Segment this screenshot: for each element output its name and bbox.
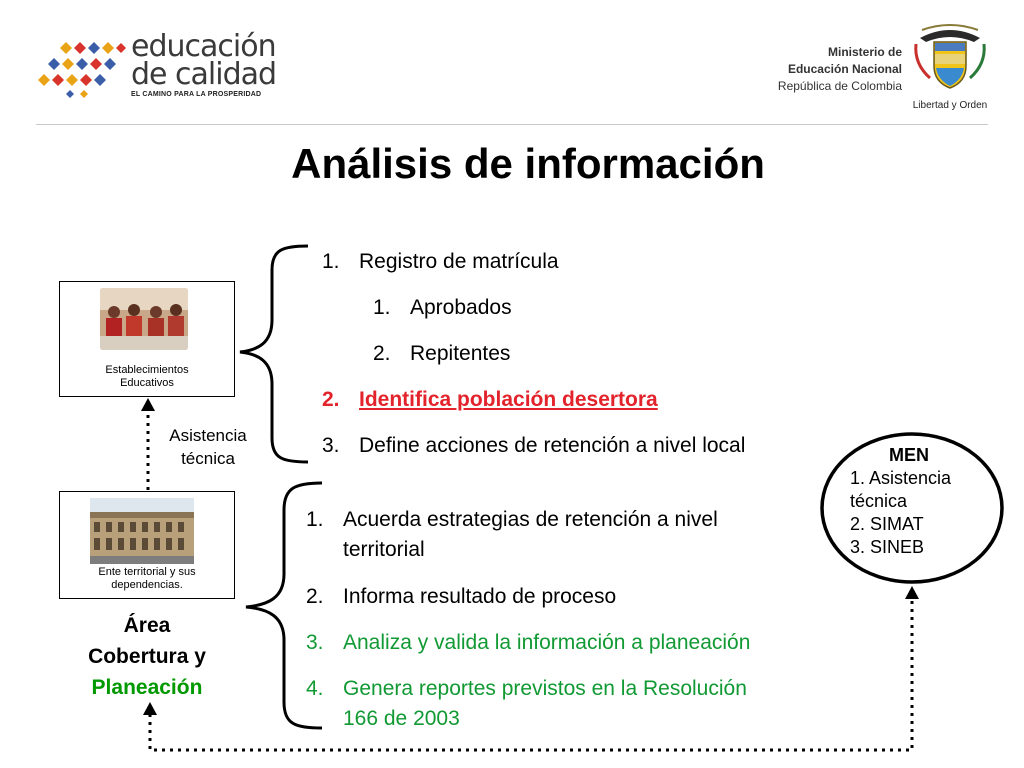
list-item-number: 1. <box>373 296 391 319</box>
list-item-text: Acuerda estrategias de retención a nivel <box>343 508 718 531</box>
list-item-number: 2. <box>373 342 391 365</box>
list-item-number: 4. <box>306 677 324 700</box>
list-item-text-cont: territorial <box>343 538 425 561</box>
logo-wordmark-line2: de calidad <box>131 57 277 92</box>
territorial-caption-line1: Ente territorial y sus <box>98 566 196 578</box>
list-item-text: Aprobados <box>410 296 512 319</box>
page-title: Análisis de información <box>291 140 765 187</box>
asistencia-line2: técnica <box>181 449 235 468</box>
men-heading: MEN <box>889 445 929 465</box>
ministry-line1: Ministerio de <box>827 45 902 59</box>
list-item-text: Repitentes <box>410 342 511 365</box>
area-cobertura-label <box>52 610 242 703</box>
arrowhead-up-icon <box>905 586 919 599</box>
ministry-line3: República de Colombia <box>777 79 902 93</box>
men-item-cont: técnica <box>850 491 908 511</box>
ministry-line2: Educación Nacional <box>787 62 902 76</box>
classroom-photo <box>100 288 188 350</box>
list-item-text: Define acciones de retención a nivel local <box>359 434 746 457</box>
asistencia-line1: Asistencia <box>169 426 247 445</box>
list-item-number: 2. <box>322 388 340 411</box>
school-caption-line1: Establecimientos <box>105 364 189 376</box>
list-item-text: Genera reportes previstos en la Resolución <box>343 677 747 700</box>
arrowhead-up-icon <box>141 398 155 411</box>
territorial-caption <box>60 566 234 592</box>
list-item-number: 1. <box>322 250 340 273</box>
men-box <box>850 444 990 559</box>
list-item-text: Analiza y valida la información a planeación <box>343 631 751 654</box>
school-caption-line2: Educativos <box>120 377 174 389</box>
logo-wordmark-line1: educación <box>131 29 276 64</box>
list-item-number: 3. <box>322 434 340 457</box>
list-item-text-cont: 166 de 2003 <box>343 707 460 730</box>
asistencia-tecnica-label <box>160 424 256 470</box>
men-item: 1. Asistencia <box>850 468 952 488</box>
area-line3: Planeación <box>91 676 203 699</box>
list-item-text: Identifica población desertora <box>359 388 658 411</box>
list-item-number: 3. <box>306 631 324 654</box>
list-item-text: Registro de matrícula <box>359 250 559 273</box>
territorial-caption-line2: dependencias. <box>111 579 183 591</box>
school-caption <box>60 364 234 390</box>
men-item: 3. SINEB <box>850 537 925 557</box>
government-building-photo <box>90 498 194 564</box>
area-line2: Cobertura y <box>88 645 206 668</box>
men-return-path <box>150 600 912 750</box>
arrowhead-up-icon <box>143 702 157 715</box>
men-item: 2. SIMAT <box>850 514 924 534</box>
motto: Libertad y Orden <box>912 100 988 111</box>
territorial-box <box>59 491 235 599</box>
list-item-number: 2. <box>306 585 324 608</box>
logo-tagline: EL CAMINO PARA LA PROSPERIDAD <box>131 91 262 98</box>
area-line1: Área <box>123 614 171 637</box>
list-item-text: Informa resultado de proceso <box>343 585 617 608</box>
list-item-number: 1. <box>306 508 324 531</box>
school-box <box>59 281 235 397</box>
